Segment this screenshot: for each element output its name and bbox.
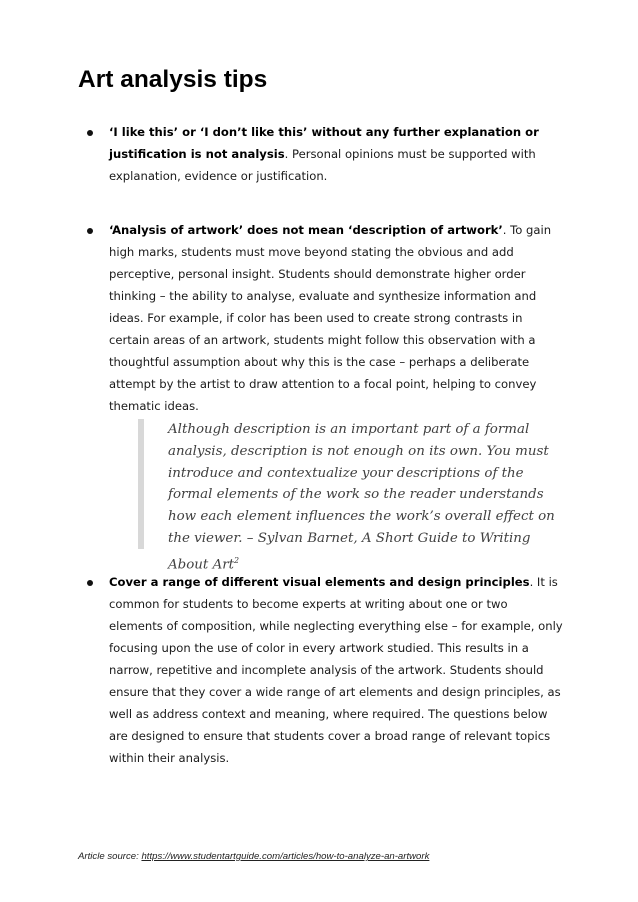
article-source <box>78 851 429 862</box>
source-link[interactable]: https://www.studentartguide.com/articles/how-to-analyze-an-artwork <box>141 851 430 862</box>
source-label: Article source: <box>78 851 142 862</box>
quote-text: Although description is an important part of a formal analysis, description is not enough on its own. You must introduce and contextualize your descriptions of the formal elements of the work so the reader understands how each element influences the work’s overall effect on the viewer. – Sylvan Barnet, A Short Guide to Writing About Art <box>168 422 555 573</box>
bullet-paragraph-2 <box>109 219 565 417</box>
bullet-1-text: . Personal opinions must be supported with explanation, evidence or justification. <box>109 147 536 183</box>
bullet-icon <box>87 228 93 234</box>
bullet-icon <box>87 130 93 136</box>
bullet-2-text: . To gain high marks, students must move beyond stating the obvious and add perceptive, personal insight. Students should demonstrate higher order thinking – the ability to analyse, evaluate and synthesize information and ideas. For example, if color has been used to create strong contrasts in certain areas of an artwork, students might follow this observation with a thoughtful assumption about why this is the case – perhaps a deliberate attempt by the artist to draw attention to a focal point, helping to convey thematic ideas. <box>109 223 552 413</box>
page-title: Art analysis tips <box>78 66 268 93</box>
bullet-2-bold: ‘Analysis of artwork’ does not mean ‘description of artwork’ <box>109 223 503 237</box>
bullet-paragraph-1 <box>109 121 565 187</box>
block-quote <box>168 419 568 576</box>
bullet-1-bold: ‘I like this’ or ‘I don’t like this’ without any further explanation or justification is not analysis <box>109 125 539 161</box>
bullet-paragraph-3 <box>109 571 565 769</box>
bullet-3-bold: Cover a range of different visual elements and design principles <box>109 575 530 589</box>
bullet-icon <box>87 580 93 586</box>
bullet-3-text: . It is common for students to become experts at writing about one or two elements of composition, while neglecting everything else – for example, only focusing upon the use of color in every artwork studied. This results in a narrow, repetitive and incomplete analysis of the artwork. Students should ensure that they cover a wide range of art elements and design principles, as well as address context and meaning, where required. The questions below are designed to ensure that students cover a broad range of relevant topics within their analysis. <box>109 575 563 765</box>
quote-footnote: 2 <box>234 555 240 565</box>
quote-bar <box>138 419 144 549</box>
